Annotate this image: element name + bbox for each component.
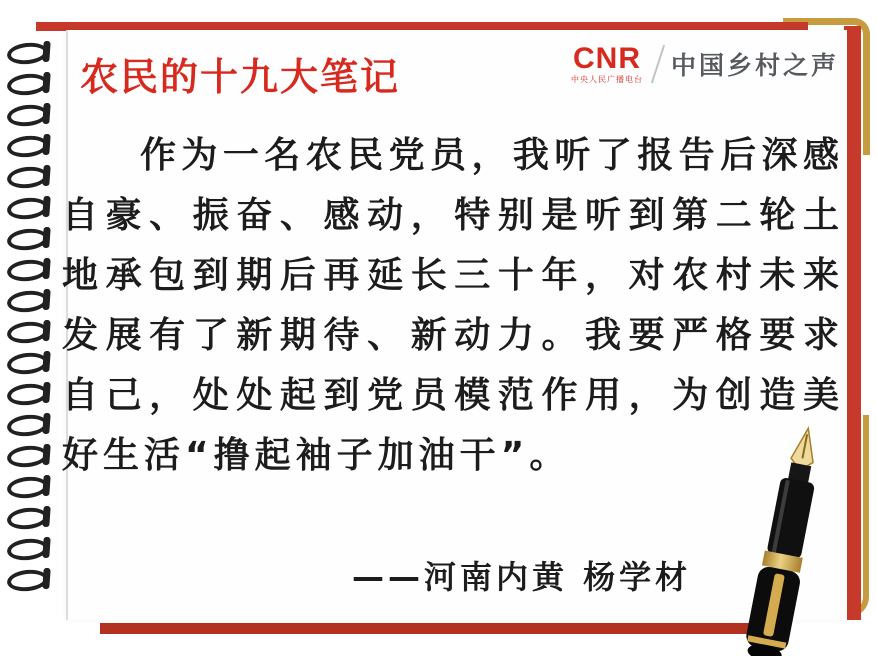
attribution: ——河南内黄 杨学材 (352, 558, 692, 596)
spiral-ring-icon (6, 565, 56, 596)
cnr-logo (571, 44, 643, 84)
logo-divider (651, 45, 665, 84)
note-body (62, 126, 844, 486)
frame-bottom-bar (100, 623, 770, 634)
spiral-ring-icon (6, 224, 56, 255)
note-line: 作为一名农民党员，我听了报告后深感 (140, 135, 844, 176)
channel-name: 中国乡村之声 (670, 52, 839, 80)
spiral-ring-icon (6, 472, 56, 503)
spiral-ring-icon (6, 379, 56, 410)
spiral-ring-icon (6, 38, 56, 69)
cnr-logo-text: CNR (572, 42, 641, 75)
spiral-ring-icon (6, 534, 56, 565)
note-line: 自己，处处起到党员模范作用，为创造美 (62, 375, 844, 416)
spiral-ring-icon (6, 441, 56, 472)
note-line: 地承包到期后再延长三十年，对农村未来 (62, 255, 844, 296)
cnr-logo-subtext: 中央人民广播电台 (570, 75, 643, 84)
spiral-ring-icon (6, 317, 56, 348)
spiral-ring-icon (6, 193, 56, 224)
spiral-ring-icon (6, 255, 56, 286)
spiral-ring-icon (6, 100, 56, 131)
spiral-ring-icon (6, 162, 56, 193)
note-line: 自豪、振奋、感动，特别是听到第二轮土 (62, 195, 844, 236)
page-title: 农民的十九大笔记 (80, 57, 401, 99)
spiral-binding-icon (6, 38, 56, 596)
spiral-ring-icon (6, 131, 56, 162)
spiral-ring-icon (6, 348, 56, 379)
spiral-ring-icon (6, 286, 56, 317)
spiral-ring-icon (6, 69, 56, 100)
spiral-ring-icon (6, 410, 56, 441)
note-line: 好生活“撸起袖子加油干”。 (62, 435, 571, 476)
note-line: 发展有了新期待、新动力。我要严格要求 (62, 315, 844, 356)
broadcaster-logo (571, 44, 839, 84)
spiral-ring-icon (6, 503, 56, 534)
